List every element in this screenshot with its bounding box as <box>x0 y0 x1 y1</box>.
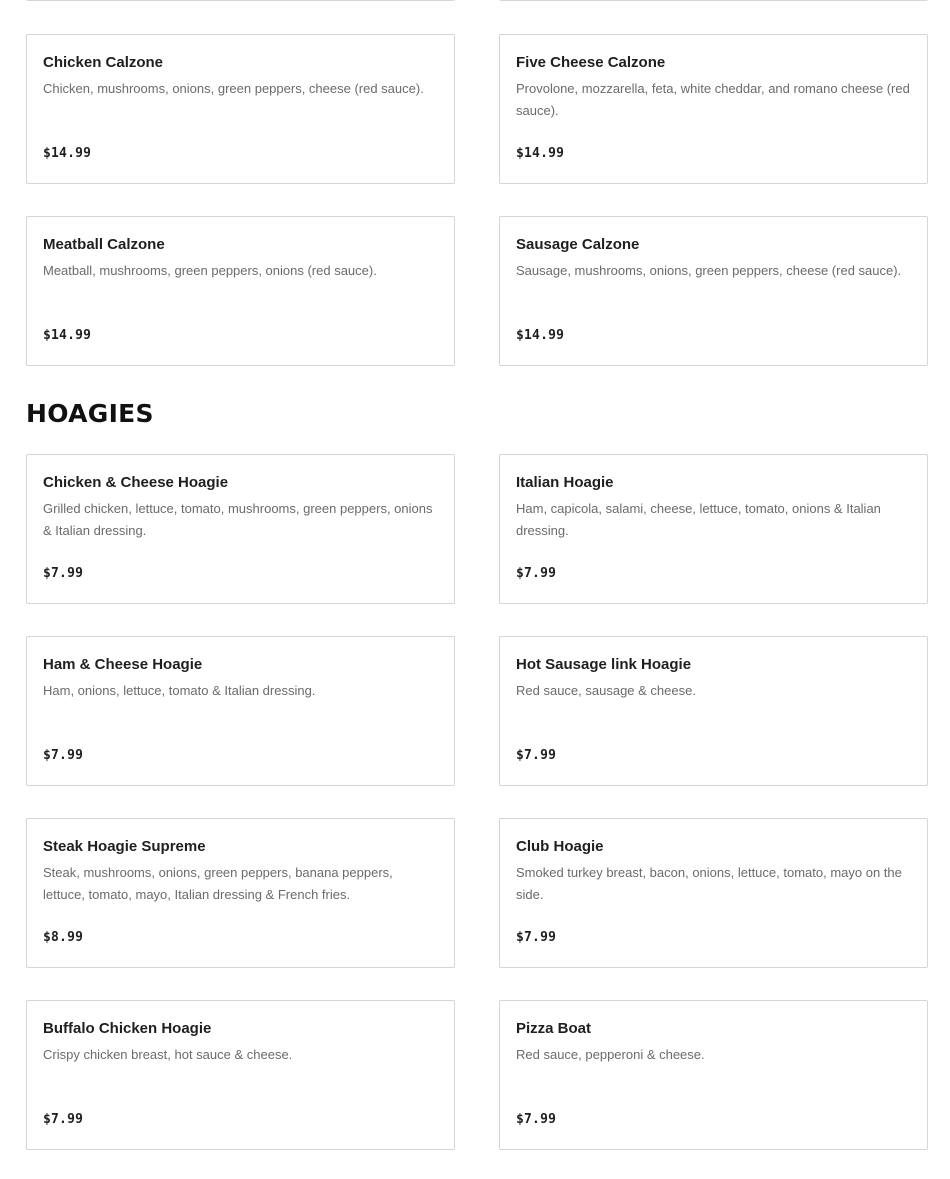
item-price: $7.99 <box>516 748 557 763</box>
menu-item-card[interactable] <box>26 34 455 184</box>
item-price: $14.99 <box>43 328 92 343</box>
menu-item-card-partial[interactable] <box>499 0 928 1</box>
item-price: $8.99 <box>43 930 84 945</box>
item-description: Crispy chicken breast, hot sauce & cheese. <box>43 1047 293 1062</box>
item-name: Pizza Boat <box>516 1020 592 1037</box>
item-price: $14.99 <box>516 328 565 343</box>
item-name: Chicken Calzone <box>43 54 164 71</box>
menu-item-card[interactable] <box>499 454 928 604</box>
item-price: $7.99 <box>516 930 557 945</box>
item-description: Provolone, mozzarella, feta, white cheddar, and romano cheese (red sauce). <box>516 81 910 118</box>
item-price: $14.99 <box>43 146 92 161</box>
item-price: $7.99 <box>43 566 84 581</box>
item-name: Club Hoagie <box>516 838 604 855</box>
item-price: $7.99 <box>516 566 557 581</box>
menu-item-card-partial[interactable] <box>26 0 455 1</box>
item-description: Chicken, mushrooms, onions, green peppers, cheese (red sauce). <box>43 81 424 96</box>
item-description: Red sauce, pepperoni & cheese. <box>516 1047 705 1062</box>
menu-item-card[interactable] <box>26 216 455 366</box>
item-description: Ham, onions, lettuce, tomato & Italian dressing. <box>43 683 316 698</box>
item-description: Steak, mushrooms, onions, green peppers, banana peppers, lettuce, tomato, mayo, Italian dressing & French fries. <box>43 865 393 902</box>
menu-item-card[interactable] <box>499 1000 928 1150</box>
item-description: Meatball, mushrooms, green peppers, onions (red sauce). <box>43 263 377 278</box>
item-price: $7.99 <box>43 748 84 763</box>
item-name: Ham & Cheese Hoagie <box>43 656 203 673</box>
item-price: $7.99 <box>516 1112 557 1127</box>
menu-item-card[interactable] <box>26 636 455 786</box>
menu-item-card[interactable] <box>499 636 928 786</box>
item-name: Italian Hoagie <box>516 474 614 491</box>
menu-item-card[interactable] <box>499 34 928 184</box>
item-description: Grilled chicken, lettuce, tomato, mushrooms, green peppers, onions & Italian dressing. <box>43 501 433 538</box>
item-name: Buffalo Chicken Hoagie <box>43 1020 212 1037</box>
item-description: Red sauce, sausage & cheese. <box>516 683 696 698</box>
item-name: Chicken & Cheese Hoagie <box>43 474 229 491</box>
item-name: Five Cheese Calzone <box>516 54 666 71</box>
item-name: Hot Sausage link Hoagie <box>516 656 692 673</box>
menu-item-card[interactable] <box>26 818 455 968</box>
section-title-hoagies: HOAGIES <box>26 399 154 428</box>
item-description: Sausage, mushrooms, onions, green peppers, cheese (red sauce). <box>516 263 902 278</box>
item-description: Smoked turkey breast, bacon, onions, lettuce, tomato, mayo on the side. <box>516 865 902 902</box>
item-price: $14.99 <box>516 146 565 161</box>
menu-item-card[interactable] <box>26 1000 455 1150</box>
menu-item-card[interactable] <box>26 454 455 604</box>
item-name: Steak Hoagie Supreme <box>43 838 206 855</box>
item-description: Ham, capicola, salami, cheese, lettuce, tomato, onions & Italian dressing. <box>516 501 881 538</box>
menu-item-card[interactable] <box>499 216 928 366</box>
item-price: $7.99 <box>43 1112 84 1127</box>
item-name: Sausage Calzone <box>516 236 640 253</box>
menu-item-card[interactable] <box>499 818 928 968</box>
item-name: Meatball Calzone <box>43 236 165 253</box>
